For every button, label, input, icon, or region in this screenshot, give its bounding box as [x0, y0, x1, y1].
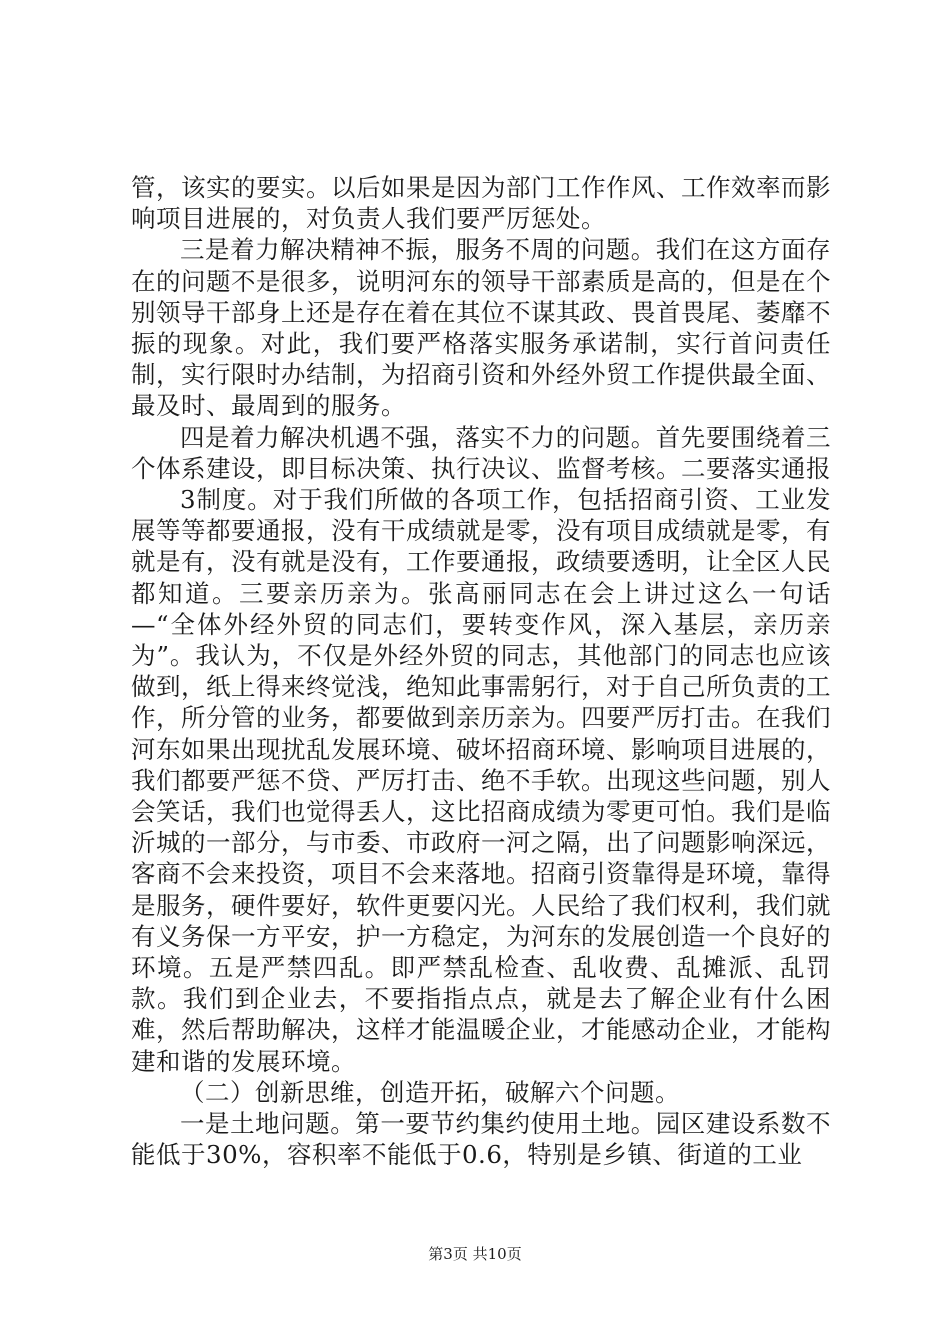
page-number-label: 第3页 共10页 [428, 1245, 522, 1263]
paragraph-report-system: 3制度。对于我们所做的各项工作，包括招商引资、工业发展等等都要通报，没有干成绩就是零，没有项目成绩就是零，有就是有，没有就是没有，工作要通报，政绩要透明，让全区人民都知道。三要亲历亲为。张高丽同志在会上讲过这么一句话—“全体外经外贸的同志们，要转变作风，深入基层，亲历亲为”。我认为，不仅是外经外贸的同志，其他部门的同志也应该做到，纸上得来终觉浅，绝知此事需躬行，对于自己所负责的工作，所分管的业务，都要做到亲历亲为。四要严厉打击。在我们河东如果出现扰乱发展环境、破坏招商环境、影响项目进展的，我们都要严惩不贷、严厉打击、绝不手软。出现这些问题，别人会笑话，我们也觉得丢人，这比招商成绩为零更可怕。我们是临沂城的一部分，与市委、市政府一河之隔，出了问题影响深远，客商不会来投资，项目不会来落地。招商引资靠得是环境，靠得是服务，硬件要好，软件更要闪光。人民给了我们权利，我们就有义务保一方平安，护一方稳定，为河东的发展创造一个良好的环境。五是严禁四乱。即严禁乱检查、乱收费、乱摊派、乱罚款。我们到企业去，不要指指点点，就是去了解企业有什么困难，然后帮助解决，这样才能温暖企业，才能感动企业，才能构建和谐的发展环境。 [131, 485, 831, 1076]
paragraph-continuation: 管，该实的要实。以后如果是因为部门工作作风、工作效率而影响项目进展的，对负责人我们要严厉惩处。 [131, 173, 831, 234]
paragraph-third-point: 三是着力解决精神不振，服务不周的问题。我们在这方面存在的问题不是很多，说明河东的领导干部素质是高的，但是在个别领导干部身上还是存在着在其位不谋其政、畏首畏尾、萎靡不振的现象。对此，我们要严格落实服务承诺制，实行首问责任制，实行限时办结制，为招商引资和外经外贸工作提供最全面、最及时、最周到的服务。 [131, 235, 831, 421]
section-heading-innovation: （二）创新思维，创造开拓，破解六个问题。 [180, 1077, 680, 1107]
page-footer [0, 1244, 950, 1264]
paragraph-fourth-point: 四是着力解决机遇不强，落实不力的问题。首先要围绕着三个体系建设，即目标决策、执行决议、监督考核。二要落实通报 [131, 422, 831, 483]
document-body [131, 172, 831, 1171]
paragraph-land-issue: 一是土地问题。第一要节约集约使用土地。园区建设系数不能低于30%，容积率不能低于0.6，特别是乡镇、街道的工业 [131, 1109, 831, 1170]
